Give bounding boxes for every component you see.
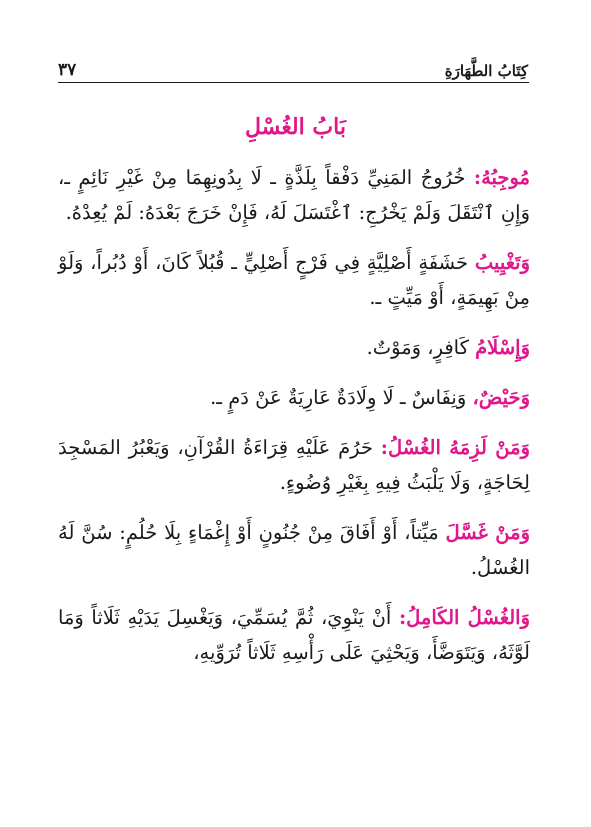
paragraph-text: مَيِّتاً، أَوْ أَفَاقَ مِنْ جُنُونٍ أَوْ إِغْمَاءٍ بِلَا حُلُمٍ: سُنَّ لَهُ الغُسْلُ. [58, 521, 530, 579]
paragraph-taghyib [58, 245, 530, 315]
term-kamil: وَالغُسْلُ الكَامِلُ: [398, 606, 530, 629]
paragraph-text: حَرُمَ عَلَيْهِ قِرَاءَةُ القُرْآنِ، وَيَعْبُرُ المَسْجِدَ لِحَاجَةٍ، وَلَا يَلْبَثُ فِيهِ بِغَيْرِ وُضُوءٍ. [58, 436, 530, 494]
term-lazimahu: وَمَنْ لَزِمَهُ الغُسْلُ: [380, 436, 531, 459]
running-header [58, 58, 528, 80]
chapter-title: بَابُ الغُسْلِ [245, 114, 346, 140]
paragraph-text: خُرُوجُ المَنِيِّ دَفْقاً بِلَذَّةٍ ـ لَا بِدُونِهِمَا مِنْ غَيْرِ نَائِمٍ ـ، وَإِنِ ٱنْتَقَلَ وَلَمْ يَخْرُجِ: ٱغْتَسَلَ لَهُ، فَإِنْ خَرَجَ بَعْدَهُ: لَمْ يُعِدْهُ. [58, 166, 530, 224]
paragraph-text: كَافِرٍ، وَمَوْتٌ. [366, 336, 476, 359]
paragraph-mujibuhu [58, 160, 530, 230]
paragraph-text: وَنِفَاسٌ ـ لَا وِلَادَةٌ عَارِيَةٌ عَنْ دَمٍ ـ. [210, 386, 473, 409]
paragraph-hayd [58, 380, 530, 415]
body-text [58, 160, 530, 685]
term-mujibuhu: مُوجِبُهُ: [473, 166, 530, 189]
header-divider [58, 82, 529, 83]
paragraph-islam [58, 330, 530, 365]
paragraph-kamil [58, 600, 530, 670]
paragraph-ghassala [58, 515, 530, 585]
page-number: ٣٧ [58, 60, 77, 80]
paragraph-lazimahu [58, 430, 530, 500]
term-islam: وَإِسْلَامُ [475, 336, 530, 359]
term-taghyib: وَتَغْيِيبُ [474, 251, 530, 274]
paragraph-text: أَنْ يَنْوِيَ، ثُمَّ يُسَمِّيَ، وَيَغْسِلَ يَدَيْهِ ثَلَاثاً وَمَا لَوَّثَهُ، وَيَتَوَضَّأَ، وَيَحْثِيَ عَلَى رَأْسِهِ ثَلَاثاً تُرَوِّيهِ، [58, 606, 530, 664]
book-title: كِتَابُ الطَّهَارَةِ [444, 62, 528, 80]
paragraph-text: حَشَفَةٍ أَصْلِيَّةٍ فِي فَرْجٍ أَصْلِيٍّ ـ قُبُلاً كَانَ، أَوْ دُبُراً، وَلَوْ مِنْ بَهِيمَةٍ، أَوْ مَيِّتٍ ـ. [58, 251, 530, 309]
term-ghassala: وَمَنْ غَسَّلَ [445, 521, 530, 544]
term-hayd: وَحَيْضٌ، [472, 386, 530, 409]
